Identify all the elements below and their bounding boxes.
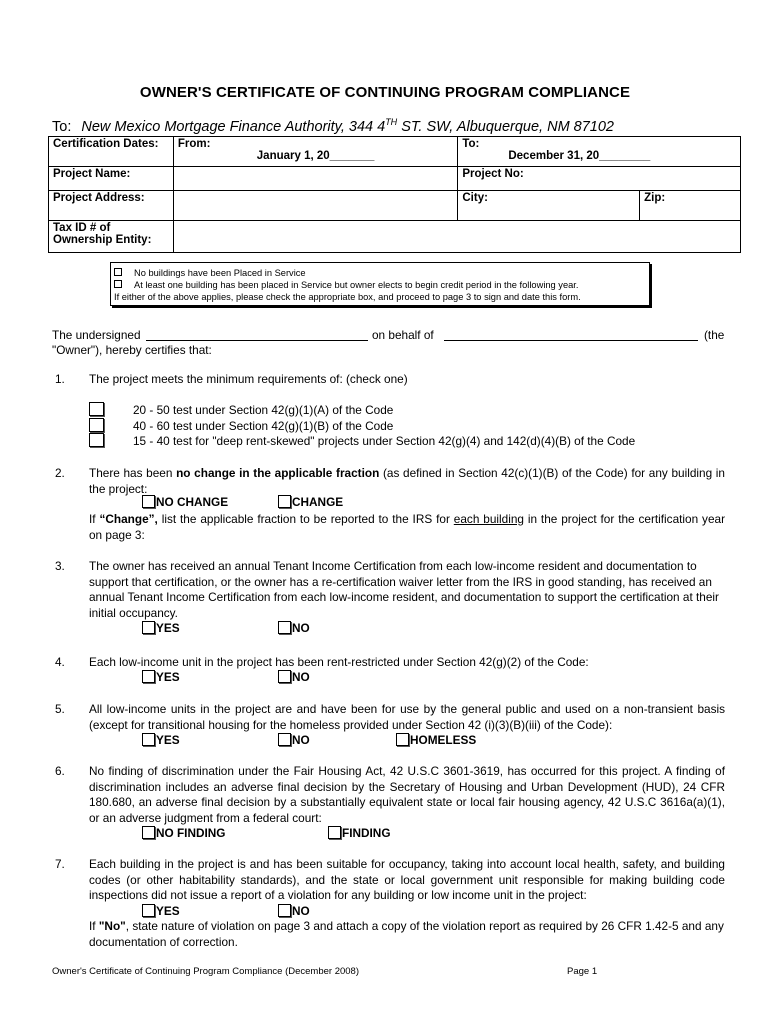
- undersigned-name-field[interactable]: [146, 340, 368, 341]
- owner-entity-field[interactable]: [444, 340, 698, 341]
- from-field[interactable]: [173, 137, 457, 167]
- address-superscript: TH: [385, 117, 398, 127]
- project-name-field[interactable]: [173, 167, 457, 191]
- item-number: 3.: [55, 559, 65, 573]
- project-no-field[interactable]: [458, 167, 741, 191]
- no-buildings-checkbox[interactable]: [114, 268, 122, 276]
- item-1-text: The project meets the minimum requirements of: (check one): [89, 372, 408, 386]
- item-7-text: Each building in the project is and has been suitable for occupancy, taking into account local health, safety, and building codes (or other habitability standards), and the state or local government unit responsible for making building code inspections did not issue a report of a violation for any building or low income unit in the project:: [89, 857, 725, 902]
- to-value: December 31, 20________: [508, 150, 651, 162]
- item-7-violation-instruction: If "No", state nature of violation on page 3 and attach a copy of the violation report as required by 26 CFR 1.42-5 and any documentation of correction.: [89, 919, 724, 949]
- city-label: City:: [462, 192, 488, 204]
- footer-form-title: Owner's Certificate of Continuing Program Compliance (December 2008): [52, 966, 360, 977]
- no-finding-checkbox[interactable]: [142, 826, 155, 839]
- the-label: (the: [704, 328, 725, 342]
- item-number: 2.: [55, 466, 65, 480]
- project-no-label: Project No:: [462, 168, 524, 180]
- no-label: NO: [292, 733, 310, 747]
- yes-label: YES: [156, 904, 180, 918]
- behalf-label: on behalf of: [372, 328, 434, 342]
- item-5-yes-checkbox[interactable]: [142, 733, 155, 746]
- to-field[interactable]: [458, 137, 741, 167]
- to-label: To:: [52, 118, 72, 135]
- address-part-a: New Mexico Mortgage Finance Authority, 344 4: [81, 118, 386, 135]
- item-5-no-checkbox[interactable]: [278, 733, 291, 746]
- item-3-no-checkbox[interactable]: [278, 621, 291, 634]
- item-number: 6.: [55, 764, 65, 778]
- no-label: NO: [292, 670, 310, 684]
- item-number: 1.: [55, 372, 65, 386]
- notice-instruction: If either of the above applies, please check the appropriate box, and proceed to page 3 to sign and date this form.: [114, 292, 581, 302]
- owner-certifies-label: "Owner"), hereby certifies that:: [52, 343, 212, 357]
- item-4-text: Each low-income unit in the project has been rent-restricted under Section 42(g)(2) of the Code:: [89, 655, 589, 669]
- no-finding-label: NO FINDING: [156, 826, 226, 840]
- page-number: Page 1: [567, 966, 598, 977]
- yes-label: YES: [156, 670, 180, 684]
- yes-label: YES: [156, 733, 180, 747]
- test-40-60-label: 40 - 60 test under Section 42(g)(1)(B) of the Code: [133, 418, 394, 433]
- item-2-text: There has been no change in the applicable fraction (as defined in Section 42(c)(1)(B) of the Code) for any building in the project:: [89, 466, 725, 496]
- from-value: January 1, 20_______: [256, 150, 375, 162]
- from-label: From:: [177, 138, 211, 150]
- project-name-label: Project Name:: [49, 167, 174, 191]
- no-change-checkbox[interactable]: [142, 495, 155, 508]
- to-date-label: To:: [462, 138, 480, 150]
- city-field[interactable]: [458, 191, 640, 221]
- item-5-text: All low-income units in the project are and have been for use by the general public and used on a non-transient basis (except for transitional housing for the homeless provided under Section 42 (i)(3)(B)(iii) of the Code):: [89, 702, 725, 732]
- no-label: NO: [292, 621, 310, 635]
- undersigned-statement: [52, 328, 726, 359]
- item-3-yes-checkbox[interactable]: [142, 621, 155, 634]
- tax-id-field[interactable]: [173, 221, 740, 253]
- test-20-50-label: 20 - 50 test under Section 42(g)(1)(A) of the Code: [133, 403, 394, 417]
- undersigned-label: The undersigned: [52, 328, 141, 342]
- homeless-label: HOMELESS: [410, 733, 477, 747]
- change-checkbox[interactable]: [278, 495, 291, 508]
- zip-label: Zip:: [644, 192, 666, 204]
- item-7-no-checkbox[interactable]: [278, 904, 291, 917]
- placed-in-service-notice: [110, 262, 650, 306]
- recipient-line: [52, 117, 614, 135]
- item-6-text: No finding of discrimination under the Fair Housing Act, 42 U.S.C 3601-3619, has occurred for this project. A finding of discrimination includes an adverse final decision by the Secretary of Housing and Urban Development (HUD), 24 CFR 180.680, an adverse final decision by a substantially equivalent state or local fair housing agency, 42 U.S.C 3616a(a)(1), or an adverse judgment from a federal court:: [89, 764, 725, 825]
- test-15-40-checkbox[interactable]: [89, 433, 104, 447]
- test-15-40-label: 15 - 40 test for "deep rent-skewed" projects under Section 42(g)(4) and 142(d)(4)(B) of the Code: [133, 434, 636, 448]
- recipient-address: [81, 119, 614, 135]
- finding-checkbox[interactable]: [328, 826, 341, 839]
- item-5-homeless-checkbox[interactable]: [396, 733, 409, 746]
- tax-id-label: Tax ID # of Ownership Entity:: [49, 221, 174, 253]
- no-buildings-label: No buildings have been Placed in Service: [134, 268, 306, 278]
- item-number: 4.: [55, 655, 65, 669]
- one-building-label: At least one building has been placed in Service but owner elects to begin credit period in the following year.: [134, 280, 579, 290]
- item-4-no-checkbox[interactable]: [278, 670, 291, 683]
- test-40-60-checkbox[interactable]: [89, 418, 104, 432]
- zip-field[interactable]: [640, 191, 741, 221]
- project-address-label: Project Address:: [49, 191, 174, 221]
- page-title: OWNER'S CERTIFICATE OF CONTINUING PROGRAM COMPLIANCE: [139, 84, 631, 101]
- item-3-text: The owner has received an annual Tenant Income Certification from each low-income resident and documentation to support that certification, or the owner has a re-certification waiver letter from the IRS in good standing, has received an annual Tenant Income Certification from each low-income resident, and documentation to support the certification at their initial occupancy.: [89, 559, 719, 620]
- item-4-yes-checkbox[interactable]: [142, 670, 155, 683]
- change-label: CHANGE: [292, 495, 344, 509]
- item-number: 7.: [55, 857, 65, 871]
- finding-label: FINDING: [342, 826, 391, 840]
- address-part-b: ST. SW, Albuquerque, NM 87102: [397, 118, 615, 135]
- no-change-label: NO CHANGE: [156, 495, 229, 509]
- project-info-table: [48, 136, 741, 253]
- yes-label: YES: [156, 621, 180, 635]
- one-building-checkbox[interactable]: [114, 280, 122, 288]
- no-label: NO: [292, 904, 310, 918]
- item-2-change-instruction: If “Change”, list the applicable fraction to be reported to the IRS for each building in the project for the certification year on page 3:: [89, 512, 726, 542]
- item-7-yes-checkbox[interactable]: [142, 904, 155, 917]
- cert-dates-label: Certification Dates:: [49, 137, 174, 167]
- project-address-field[interactable]: [173, 191, 457, 221]
- item-number: 5.: [55, 702, 65, 716]
- test-20-50-checkbox[interactable]: [89, 402, 104, 416]
